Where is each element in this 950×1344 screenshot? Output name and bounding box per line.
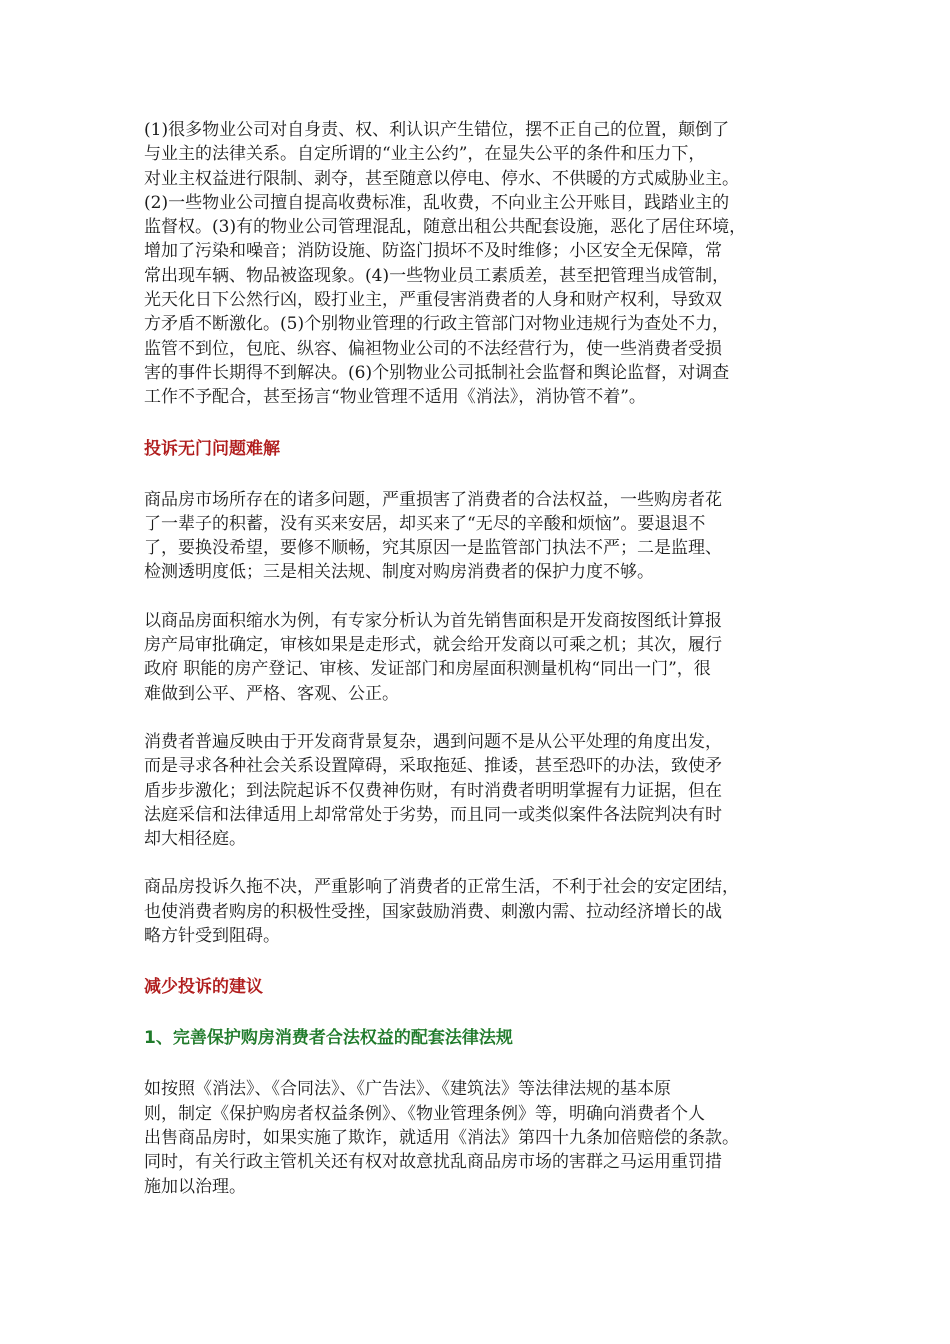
paragraph-area-shrinkage: 以商品房面积缩水为例，有专家分析认为首先销售面积是开发商按图纸计算报 房产局审批确定，审核如果是走形式，就会给开发商以可乘之机；其次，履行 政府 职能的房产登记、审核、发证部门和房屋面积测量机构“同出一门”，很 难做到公平、严格、客观、公正。 [144, 610, 722, 704]
paragraph-market-problems: 商品房市场所存在的诸多问题，严重损害了消费者的合法权益，一些购房者花 了一辈子的积蓄，没有买来安居，却买来了“无尽的辛酸和烦恼”。要退退不 了，要换没希望，要修不顺畅，究其原因一是监管部门执法不严；二是监理、 检测透明度低；三是相关法规、制度对购房消费者的保护力度不够。 [144, 489, 722, 583]
paragraph-property-management-issues: (1)很多物业公司对自身责、权、利认识产生错位，摆不正自己的位置，颠倒了 与业主的法律关系。自定所谓的“业主公约”，在显失公平的条件和压力下， 对业主权益进行限制、剥夺，甚至随意以停电、停水、不供暖的方式威胁业主。 (2)一些物业公司擅自提高收费标准，乱收费，不向业主公开账目，践踏业主的 监督权。(3)有的物业公司管理混乱，随意出租公共配套设施，恶化了居住环境， 增加了污染和噪音；消防设施、防盗门损坏不及时维修；小区安全无保障，常 常出现车辆、物品被盗现象。(4)一些物业员工素质差，甚至把管理当成管制， 光天化日下公然行凶，殴打业主，严重侵害消费者的人身和财产权利，导致双 方矛盾不断激化。(5)个别物业管理的行政主管部门对物业违规行为查处不力， 监管不到位，包庇、纵容、偏袒物业公司的不法经营行为，使一些消费者受损 害的事件长期得不到解决。(6)个别物业公司抵制社会监督和舆论监督，对调查 工作不予配合，甚至扬言“物业管理不适用《消法》，消协管不着”。 [144, 120, 747, 408]
paragraph-law-suggestion: 如按照《消法》、《合同法》、《广告法》、《建筑法》等法律法规的基本原 则，制定《保护购房者权益条例》、《物业管理条例》等，明确向消费者个人 出售商品房时，如果实施了欺诈，就适用《消法》第四十九条加倍赔偿的条款。 同时，有关行政主管机关还有权对故意扰乱商品房市场的害群之马运用重罚措 施加以治理。 [144, 1079, 739, 1197]
section-heading-complaints: 投诉无门问题难解 [144, 438, 280, 459]
paragraph-complaint-delays: 商品房投诉久拖不决，严重影响了消费者的正常生活，不利于社会的安定团结， 也使消费者购房的积极性受挫，国家鼓励消费、刺激内需、拉动经济增长的战 略方针受到阻碍。 [144, 877, 739, 947]
section-heading-suggestions: 减少投诉的建议 [144, 977, 263, 998]
paragraph-consumer-feedback: 消费者普遍反映由于开发商背景复杂，遇到问题不是从公平处理的角度出发， 而是寻求各种社会关系设置障碍，采取拖延、推诿，甚至恐吓的办法，致使矛 盾步步激化；到法院起诉不仅费神伤财，有时消费者明明掌握有力证据，但在 法庭采信和法律适用上却常常处于劣势，而且同一或类似案件各法院判决有时 却大相径庭。 [144, 731, 722, 850]
subsection-heading-laws: 1、完善保护购房消费者合法权益的配套法律法规 [144, 1028, 513, 1049]
document-page [144, 118, 814, 1199]
